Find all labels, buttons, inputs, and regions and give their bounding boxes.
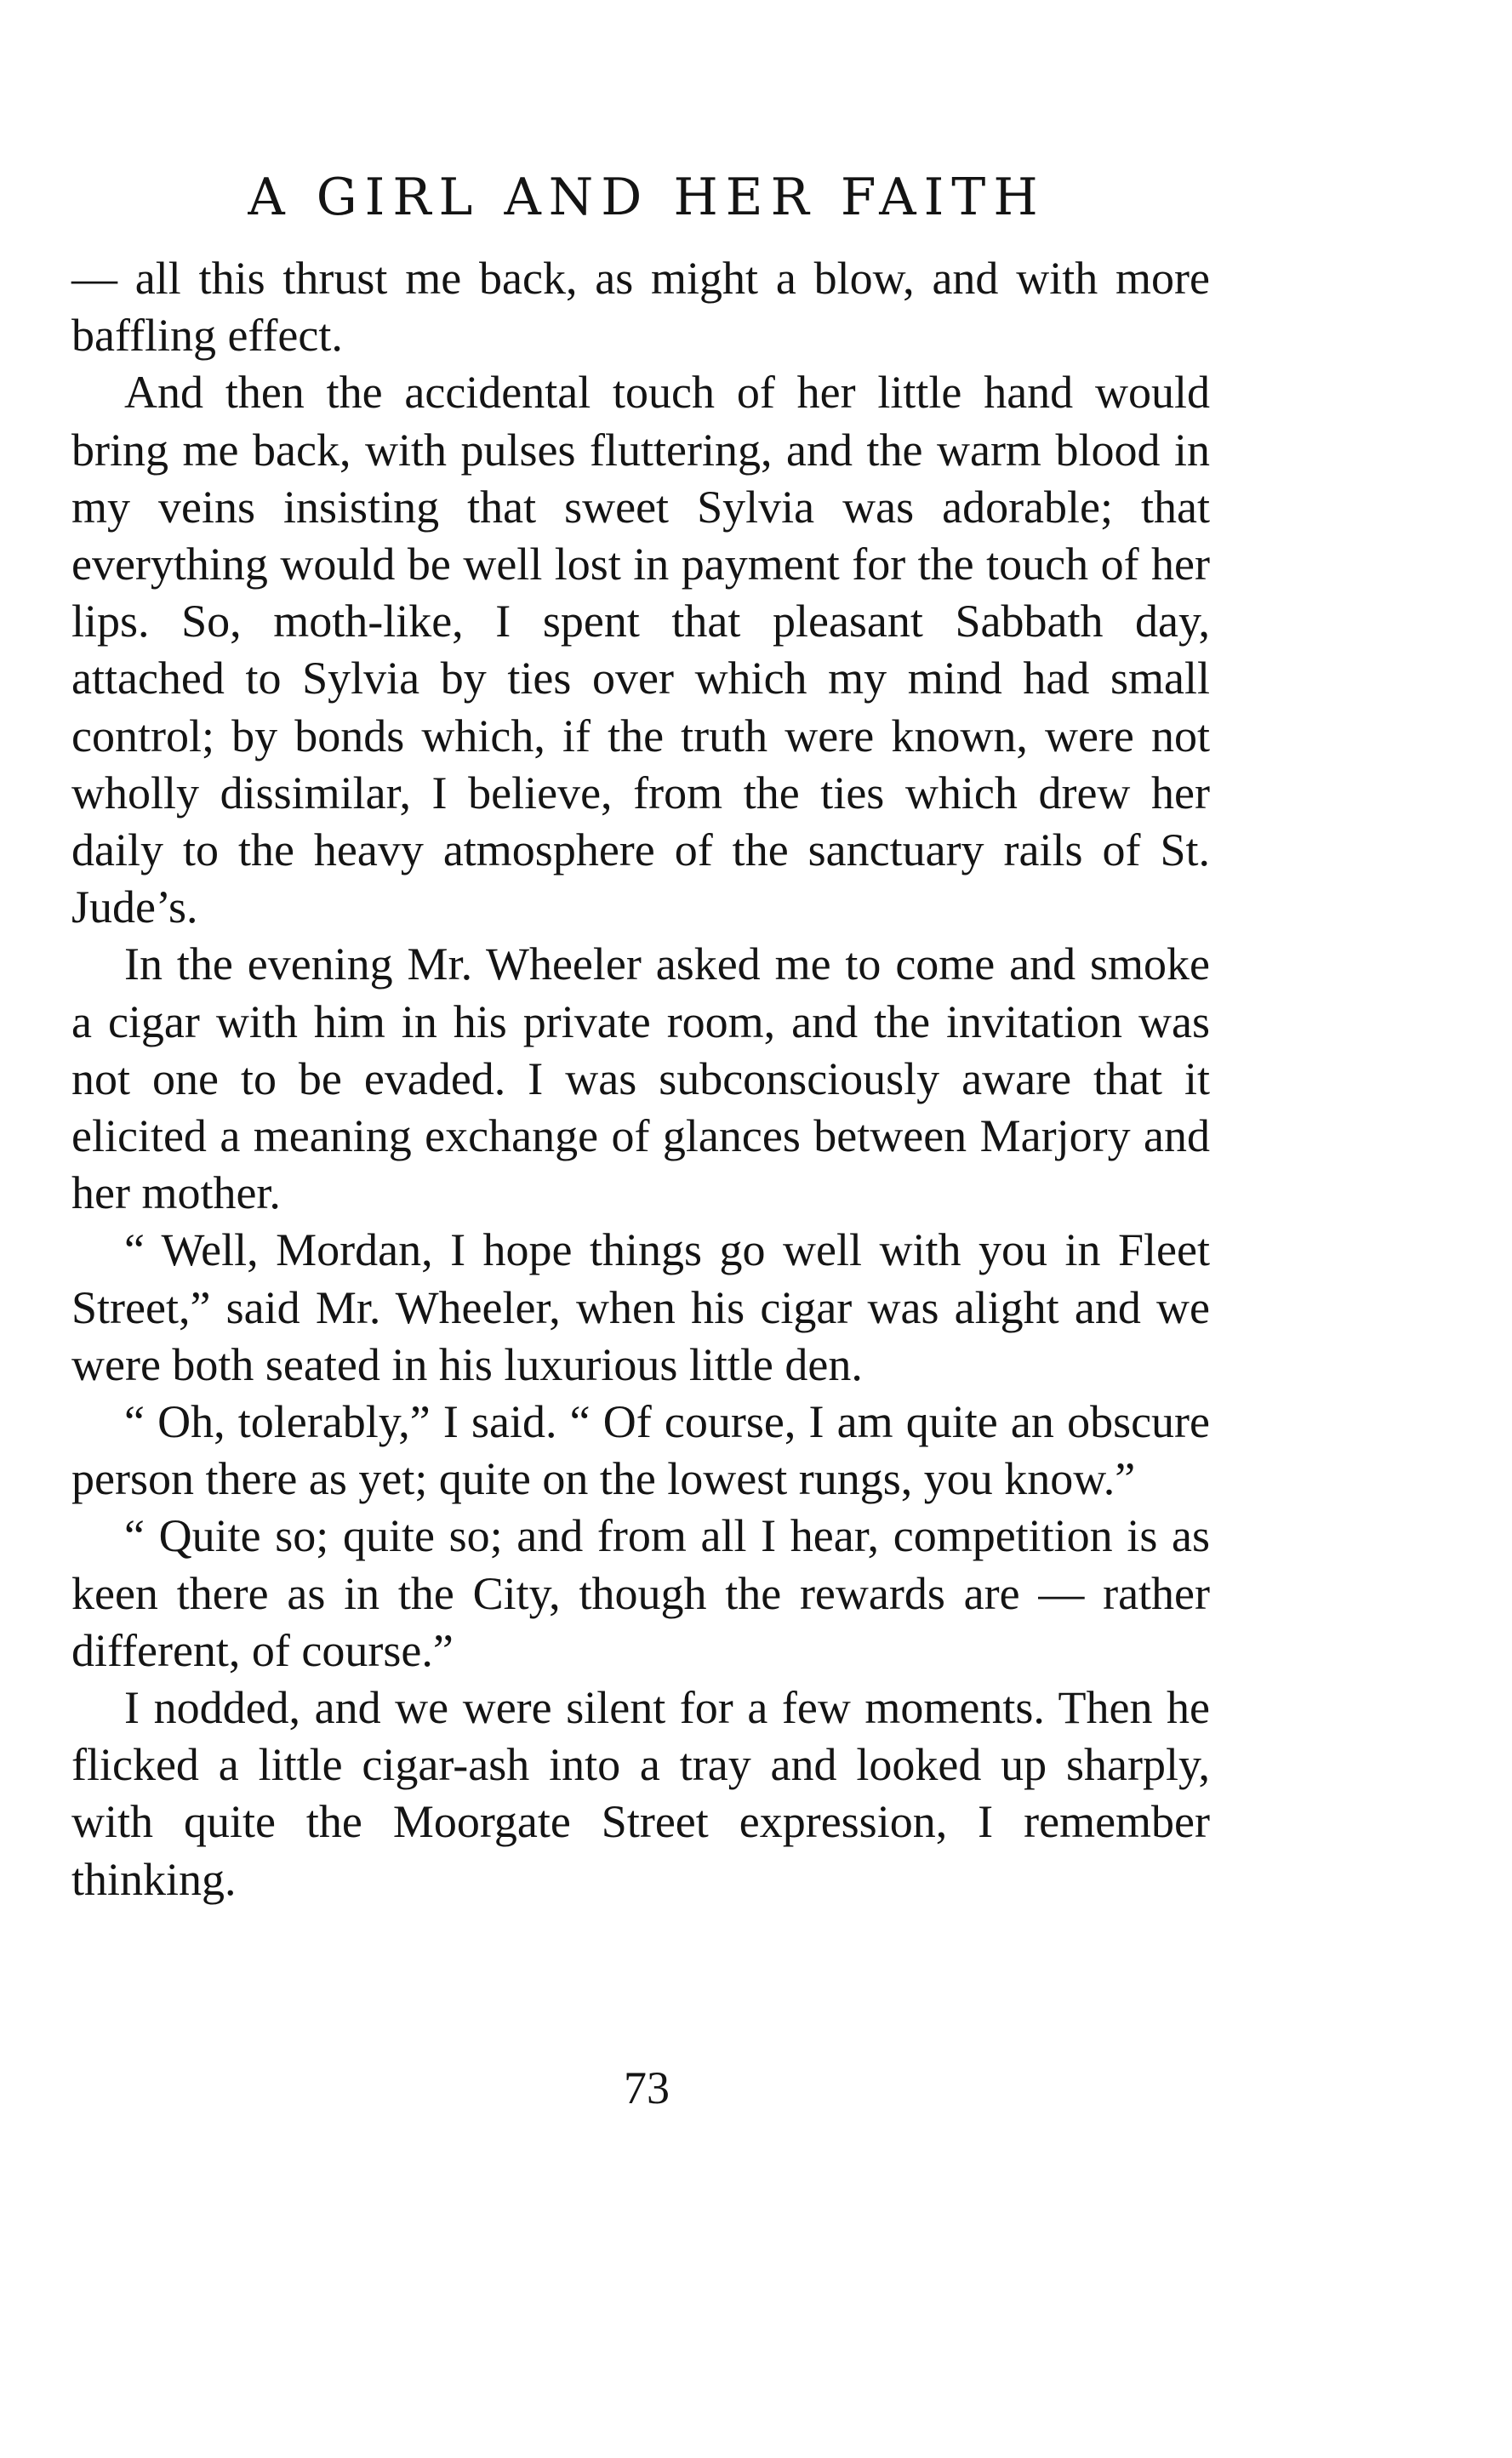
paragraph: “ Quite so; quite so; and from all I hear, competition is as keen there as in the City, though the rewards are — rather different, of course.” [71, 1510, 1210, 1676]
running-title: A GIRL AND HER FAITH [248, 168, 1046, 227]
paragraph: In the evening Mr. Wheeler asked me to come and smoke a cigar with him in his private room, and the invitation was not one to be evaded. I was subconsciously aware that it elicited a meaning exchange of glances between Marjory and her mother. [71, 938, 1210, 1219]
paragraph-continued: — all this thrust me back, as might a blow, and with more baffling effect. [71, 253, 1210, 362]
paragraph: I nodded, and we were silent for a few moments. Then he flicked a little cigar-ash into a tray and looked up sharply, with quite the Moorgate Street expression, I remember thinking. [71, 1682, 1210, 1905]
body-text [71, 250, 1210, 1908]
paragraph: And then the accidental touch of her little hand would bring me back, with pulses fluttering, and the warm blood in my veins insisting that sweet Sylvia was adorable; that everything would be well lost in payment for the touch of her lips. So, moth-like, I spent that pleasant Sabbath day, attached to Sylvia by ties over which my mind had small control; by bonds which, if the truth were known, were not wholly dissimilar, I believe, from the ties which drew her daily to the heavy atmosphere of the sanctuary rails of St. Jude’s. [71, 367, 1210, 933]
page-number: 73 [624, 2062, 670, 2113]
paragraph: “ Oh, tolerably,” I said. “ Of course, I am quite an obscure person there as yet; quite on the lowest rungs, you know.” [71, 1396, 1210, 1505]
paragraph: “ Well, Mordan, I hope things go well with you in Fleet Street,” said Mr. Wheeler, when his cigar was alight and we were both seated in his luxurious little den. [71, 1224, 1210, 1390]
